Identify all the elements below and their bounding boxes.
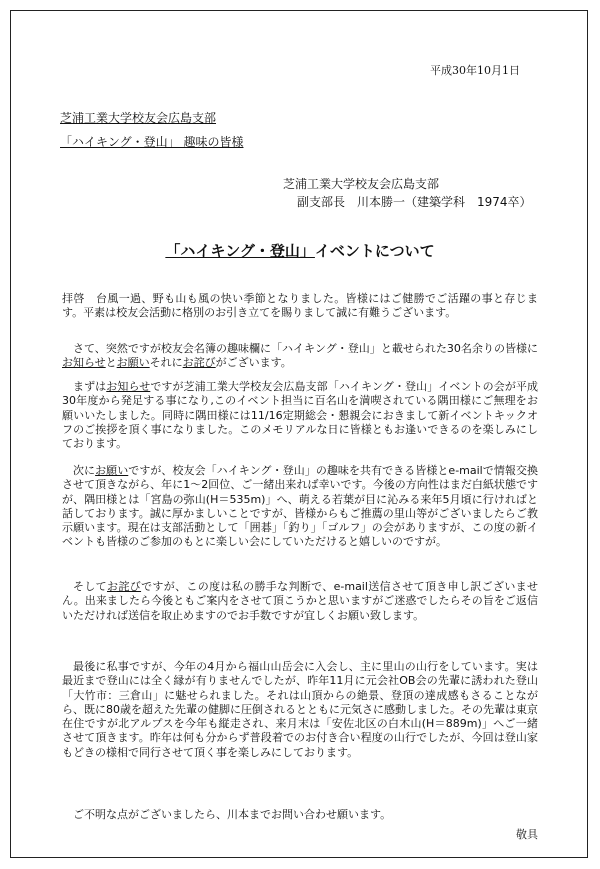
- title-quoted: 「ハイキング・登山」: [165, 242, 315, 260]
- request-word: お願い: [95, 464, 129, 477]
- apology-text-b: ですが、この度は私の勝手な判断で、e-mail送信させて頂き申し訳ございません。出来ましたら今後ともご案内をさせて頂こうかと思いますがご迷惑でしたらその旨をご返信いただければ送信を取止めますのでお手数ですが宜しくお願い致します。: [62, 580, 539, 622]
- title-rest: イベントについて: [314, 242, 435, 260]
- document-date: 平成30年10月1日: [430, 64, 520, 77]
- paragraph-request: [62, 464, 538, 550]
- sender-name: 副支部長 川本勝一（建築学科 1974卒）: [297, 195, 532, 209]
- paragraph-contact: [62, 808, 538, 822]
- notice-text-a: まずは: [73, 380, 107, 393]
- paragraph-personal: [62, 660, 538, 760]
- intro-notice-word: お知らせ: [62, 356, 106, 370]
- paragraph-greeting: [62, 292, 538, 321]
- recipient-organization: 芝浦工業大学校友会広島支部: [60, 111, 217, 125]
- request-text-b: ですが、校友会「ハイキング・登山」の趣味を共有できる皆様とe-mailで情報交換させて頂きながら、年に1～2回位、ご一緒出来れば幸いです。今後の方向性はまだ白紙状態ですが、隅田様とは「宮島の弥山(H＝535m)」へ、萌える若葉が目に沁みる来年5月頃に行ければと話しております。誠に厚かましいことですが、皆様からもご推薦の里山等がございましたらご教示願います。現在は支部活動として「囲碁」「釣り」「ゴルフ」の会がありますが、この度の新イベントも皆様のご参加のもとに楽しい会にしていただけると嬉しいのですが。: [62, 464, 538, 549]
- contact-text: ご不明な点がございましたら、川本までお問い合わせ願います。: [73, 808, 392, 821]
- recipient-group: 「ハイキング・登山」 趣味の皆様: [60, 135, 244, 149]
- notice-word: お知らせ: [106, 380, 151, 393]
- paragraph-apology: [62, 580, 538, 623]
- paragraph-notice: [62, 380, 538, 451]
- request-text-a: 次に: [73, 464, 96, 477]
- document-title: [0, 240, 600, 261]
- greeting-text: 拝啓 台風一過、野も山も風の快い季節となりました。皆様にはご健勝でご活躍の事と存じます。平素は校友会活動に格別のお引き立てを賜りまして誠に有難うございます。: [62, 292, 538, 320]
- intro-text-b: と: [105, 356, 117, 370]
- intro-text-a: さて、突然ですが校友会名簿の趣味欄に「ハイキング・登山」と載せられた30名余りの皆様に: [73, 342, 538, 355]
- intro-apology-word: お詫び: [182, 356, 216, 370]
- apology-text-a: そして: [73, 580, 108, 593]
- notice-text-b: ですが芝浦工業大学校友会広島支部「ハイキング・登山」イベントの会が平成30年度から発足する事になり,このイベント担当に百名山を満喫されている隅田様にご無理をお願いいたしました。同時に隅田様には11/16定期総会・懇親会におきまして新イベントキックオフのご挨拶を頂く事になりました。このメモリアルな日に皆様ともお逢いできるのを楽しみにしております。: [62, 380, 539, 451]
- closing-word: 敬具: [516, 828, 538, 841]
- apology-word: お詫び: [107, 580, 142, 593]
- sender-organization: 芝浦工業大学校友会広島支部: [283, 177, 440, 191]
- personal-text: 最後に私事ですが、今年の4月から福山山岳会に入会し、主に里山の山行をしています。実は最近まで登山には全く縁が有りませんでしたが、昨年11月に元会社OB会の先輩に誘われた登山「大竹市：三倉山」に魅せられました。それは山頂からの絶景、登頂の達成感もさることながら、既に80歳を超えた先輩の健脚に圧倒されるとともに元気さに感動しました。その先輩は東京在住ですが北アルプスを今年も縦走され、来月末は「安佐北区の白木山(H＝889m)」へご一緒させて頂きます。昨年は何も分からず普段着でのお付き合い程度の山行でしたが、今回は登山家もどきの様相で同行させて頂く事を楽しみにしております。: [62, 660, 538, 759]
- intro-text-c: それに: [149, 356, 183, 370]
- paragraph-intro: [62, 342, 538, 371]
- intro-text-d: がございます。: [215, 356, 292, 370]
- intro-request-word: お願い: [116, 356, 150, 370]
